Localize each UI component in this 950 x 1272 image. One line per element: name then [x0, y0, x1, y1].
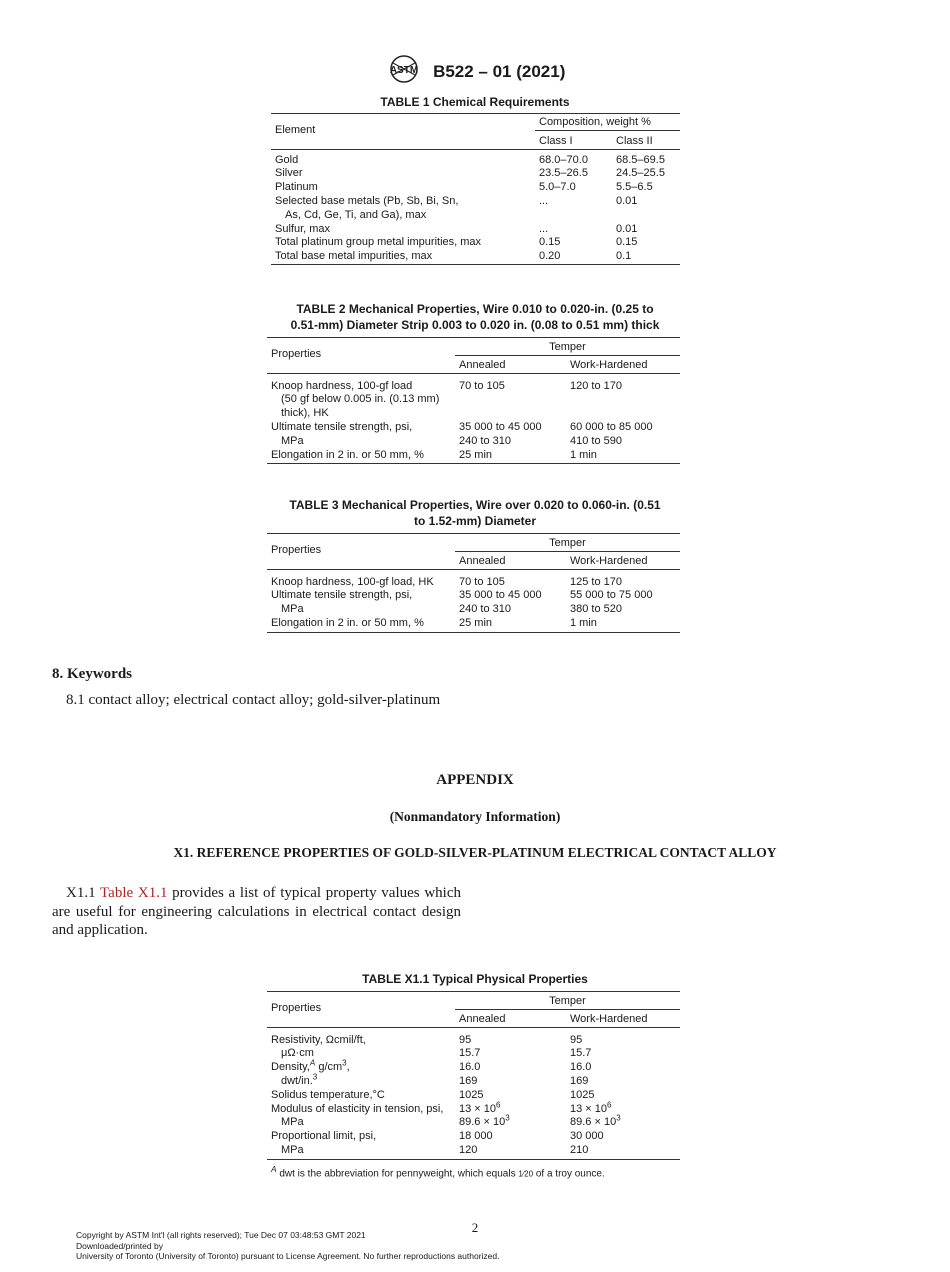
- fraction: 1⁄20: [518, 1169, 534, 1179]
- table-cell: 60 000 to 85 000: [570, 420, 653, 433]
- table-cell: Proportional limit, psi,: [271, 1130, 377, 1143]
- table-cell: Total base metal impurities, max: [271, 250, 535, 264]
- footer-line1: Copyright by ASTM Int'l (all rights reserved); Tue Dec 07 03:48:53 GMT 2021: [76, 1230, 366, 1240]
- table2-caption-line2: 0.51-mm) Diameter Strip 0.003 to 0.020 in. (0.08 to 0.51 mm) thick: [290, 317, 660, 332]
- table-cell: 35 000 to 45 000: [459, 589, 542, 602]
- table-cell: 16.0: [459, 1061, 481, 1074]
- svg-text:ASTM: ASTM: [389, 65, 418, 76]
- table-cell: 1 min: [566, 617, 680, 632]
- paragraph-text: provides a list of typical property values which are useful for engineering calculations in electrical contact design and application.: [52, 885, 461, 939]
- table-cell: 70 to 105: [459, 575, 505, 588]
- table2-caption: [260, 302, 690, 333]
- table3-caption-line2: to 1.52-mm) Diameter: [413, 513, 537, 528]
- table3-header-work-hardened: Work-Hardened: [566, 551, 680, 569]
- table-cell: Elongation in 2 in. or 50 mm, %: [267, 449, 455, 464]
- table-cell: [566, 407, 680, 421]
- astm-logo-icon: [385, 54, 423, 89]
- table-cell: MPa: [281, 603, 304, 616]
- table1-header-class1: Class I: [535, 130, 612, 149]
- table-cell: (50 gf below 0.005 in. (0.13 mm): [281, 393, 440, 406]
- table-cell: ...: [539, 194, 549, 207]
- table-cell: 169: [570, 1074, 589, 1087]
- tablex1-header-annealed: Annealed: [455, 1009, 566, 1027]
- table1-header-element: Element: [271, 114, 535, 150]
- table-cell: 5.0–7.0: [539, 181, 576, 194]
- document-code: B522 – 01 (2021): [433, 61, 566, 81]
- footnote-marker: A: [309, 1058, 316, 1068]
- table2-header-work-hardened: Work-Hardened: [566, 355, 680, 373]
- table-cell: Modulus of elasticity in tension, psi,: [271, 1102, 444, 1115]
- table-cell: As, Cd, Ge, Ti, and Ga), max: [285, 208, 427, 221]
- table2-header-temper: Temper: [455, 338, 680, 356]
- page-number: 2: [471, 1220, 479, 1235]
- table2: [267, 337, 680, 464]
- table-cell: 18 000: [459, 1130, 493, 1143]
- table-x1-1-link[interactable]: Table X1.1: [100, 885, 168, 901]
- table-cell: [455, 393, 566, 407]
- tablex1-header-work-hardened: Work-Hardened: [566, 1009, 680, 1027]
- table-cell: 120: [455, 1144, 566, 1159]
- table-cell: Sulfur, max: [275, 222, 331, 235]
- table-cell: 240 to 310: [459, 603, 511, 616]
- table3-header-properties: Properties: [267, 534, 455, 570]
- footer-line3: University of Toronto (University of Toronto) pursuant to License Agreement. No further reproductions authorized.: [76, 1251, 500, 1261]
- table-cell: [455, 407, 566, 421]
- table-cell: MPa: [267, 1144, 455, 1159]
- table-cell: Gold: [275, 153, 299, 166]
- page-header: [0, 54, 950, 89]
- table-cell: Ultimate tensile strength, psi,: [271, 420, 413, 433]
- table-cell: $89.6 \times 10^3$: [459, 1113, 510, 1129]
- keywords-paragraph: 8.1 contact alloy; electrical contact alloy; gold-silver-platinum: [66, 692, 441, 708]
- table3-caption: [260, 498, 690, 529]
- table-cell: 125 to 170: [570, 575, 622, 588]
- footer-line2: Downloaded/printed by: [76, 1240, 163, 1251]
- appendix-subtitle: (Nonmandatory Information): [389, 809, 561, 824]
- table-cell: 15.7: [459, 1047, 481, 1060]
- table-cell: 210: [566, 1144, 680, 1159]
- table-cell: 169: [459, 1074, 478, 1087]
- table-cell: 35 000 to 45 000: [459, 420, 542, 433]
- table-cell: Knoop hardness, 100-gf load, HK: [271, 575, 434, 588]
- table-cell: 15.7: [570, 1047, 592, 1060]
- table-cell: Solidus temperature,°C: [271, 1088, 385, 1101]
- table-cell: 0.15: [539, 236, 561, 249]
- table-cell: 95: [570, 1033, 583, 1046]
- table-cell: Platinum: [275, 181, 318, 194]
- paragraph-number: X1.1: [66, 885, 96, 901]
- tablex1-footnote: $^A$ dwt is the abbreviation for pennyweight, which equals 1⁄20 of a troy ounce.: [271, 1164, 605, 1180]
- table-cell: 55 000 to 75 000: [570, 589, 653, 602]
- table-cell: Ultimate tensile strength, psi,: [271, 589, 413, 602]
- table3-header-temper: Temper: [455, 534, 680, 552]
- copyright-footer: [76, 1230, 500, 1262]
- appendix-paragraph: [52, 884, 461, 940]
- table1: [271, 113, 680, 265]
- table2-header-properties: Properties: [267, 338, 455, 374]
- table-cell: 380 to 520: [570, 603, 622, 616]
- table-cell: [612, 209, 680, 223]
- table-cell: Selected base metals (Pb, Sb, Bi, Sn,: [275, 194, 459, 207]
- table-cell: 25 min: [455, 617, 566, 632]
- table-cell: Silver: [275, 167, 303, 180]
- table-cell: Elongation in 2 in. or 50 mm, %: [267, 617, 455, 632]
- table-cell: 68.5–69.5: [616, 153, 665, 166]
- footnote-marker: A: [271, 1164, 277, 1174]
- table-cell: $13 \times 10^6$: [570, 1099, 612, 1115]
- tablex1-caption: TABLE X1.1 Typical Physical Properties: [362, 972, 588, 986]
- table-cell: 120 to 170: [570, 379, 622, 392]
- tablex1-header-temper: Temper: [455, 992, 680, 1010]
- table-cell: 5.5–6.5: [616, 181, 653, 194]
- appendix-section-heading: X1. REFERENCE PROPERTIES OF GOLD-SILVER-PLATINUM ELECTRICAL CONTACT ALLOY: [173, 845, 777, 860]
- table-cell: [535, 209, 612, 223]
- table-cell: 1 min: [566, 449, 680, 464]
- table-cell: 24.5–25.5: [616, 167, 665, 180]
- table-cell: $13 \times 10^6$: [459, 1099, 501, 1115]
- table-cell: 68.0–70.0: [539, 153, 588, 166]
- table3-header-annealed: Annealed: [455, 551, 566, 569]
- table2-header-annealed: Annealed: [455, 355, 566, 373]
- table-cell: 240 to 310: [459, 434, 511, 447]
- table-cell: 1025: [570, 1088, 595, 1101]
- table-cell: dwt/in.$^3$: [281, 1072, 318, 1087]
- table3: [267, 533, 680, 633]
- table2-caption-line1: TABLE 2 Mechanical Properties, Wire 0.010 to 0.020-in. (0.25 to: [296, 302, 654, 316]
- appendix-title: APPENDIX: [436, 772, 514, 788]
- table-cell: 1025: [459, 1088, 484, 1101]
- table-cell: Knoop hardness, 100-gf load: [271, 379, 413, 392]
- table-cell: [566, 393, 680, 407]
- keywords-heading: 8. Keywords: [52, 666, 132, 682]
- table-cell: 0.15: [616, 236, 638, 249]
- table-cell: 25 min: [455, 449, 566, 464]
- table-cell: 0.20: [535, 250, 612, 264]
- table-cell: 0.1: [612, 250, 680, 264]
- table-cell: $89.6 \times 10^3$: [570, 1113, 621, 1129]
- table-cell: 0.01: [616, 194, 638, 207]
- table-cell: MPa: [281, 1116, 304, 1129]
- table-cell: 0.01: [616, 222, 638, 235]
- tablex1-header-properties: Properties: [267, 992, 455, 1028]
- table-cell: 410 to 590: [570, 434, 622, 447]
- table-cell: MPa: [281, 434, 304, 447]
- table-cell: Resistivity, Ωcmil/ft,: [271, 1033, 366, 1046]
- table-cell: 95: [459, 1033, 472, 1046]
- table1-caption: TABLE 1 Chemical Requirements: [380, 95, 570, 109]
- table1-header-class2: Class II: [612, 130, 680, 149]
- table-cell: 30 000: [570, 1130, 604, 1143]
- table-cell: 23.5–26.5: [539, 167, 588, 180]
- table-cell: ...: [539, 222, 549, 235]
- table-cell: 16.0: [570, 1061, 592, 1074]
- table-cell: μΩ·cm: [281, 1047, 314, 1060]
- table-cell: thick), HK: [281, 407, 329, 420]
- table-cell: Density,$^A$ $g/cm^3$,: [271, 1058, 350, 1074]
- table-cell: Total platinum group metal impurities, max: [275, 236, 482, 249]
- table1-header-group: Composition, weight %: [535, 114, 680, 131]
- table-cell: 70 to 105: [459, 379, 505, 392]
- table3-caption-line1: TABLE 3 Mechanical Properties, Wire over 0.020 to 0.060-in. (0.51: [289, 498, 661, 512]
- tablex1: [267, 991, 680, 1160]
